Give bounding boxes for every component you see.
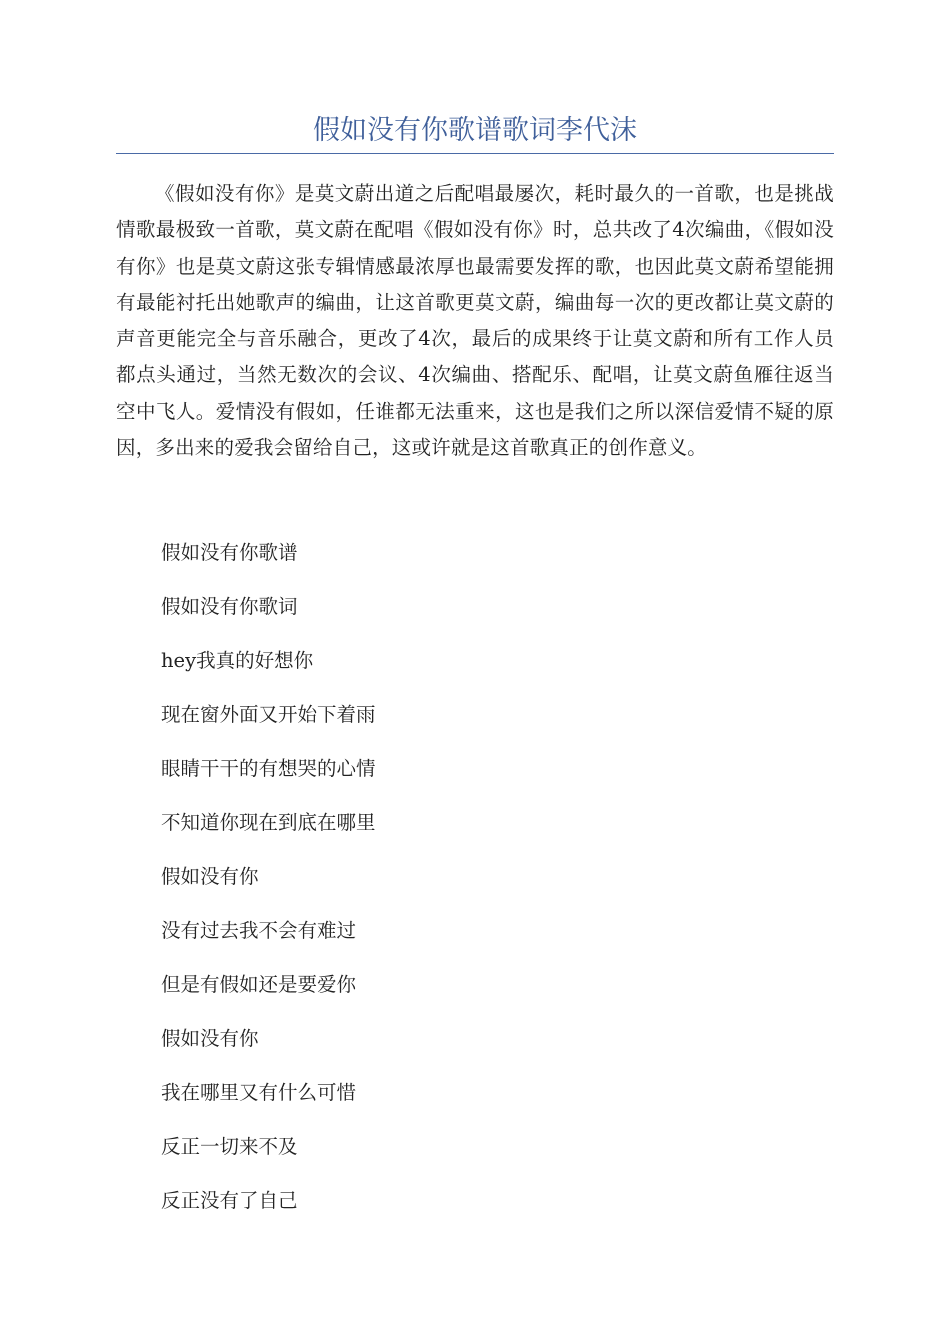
lyric-line: 反正没有了自己 — [161, 1189, 298, 1212]
lyric-line: 不知道你现在到底在哪里 — [161, 811, 376, 834]
lyric-line: 我在哪里又有什么可惜 — [161, 1081, 357, 1104]
lyric-line: 没有过去我不会有难过 — [161, 919, 357, 942]
intro-paragraph: 《假如没有你》是莫文蔚出道之后配唱最屡次，耗时最久的一首歌，也是挑战情歌最极致一首歌，莫文蔚在配唱《假如没有你》时，总共改了4次编曲，《假如没有你》也是莫文蔚这张专辑情感最浓厚也最需要发挥的歌，也因此莫文蔚希望能拥有最能衬托出她歌声的编曲，让这首歌更莫文蔚，编曲每一次的更改都让莫文蔚的声音更能完全与音乐融合，更改了4次，最后的成果终于让莫文蔚和所有工作人员都点头通过，当然无数次的会议、4次编曲、搭配乐、配唱，让莫文蔚鱼雁往返当空中飞人。爱情没有假如，任谁都无法重来，这也是我们之所以深信爱情不疑的原因，多出来的爱我会留给自己，这或许就是这首歌真正的创作意义。 — [116, 182, 834, 460]
lyric-line: 反正一切来不及 — [161, 1135, 298, 1158]
lyric-line: hey我真的好想你 — [161, 649, 314, 672]
lyric-line: 现在窗外面又开始下着雨 — [161, 703, 376, 726]
lyric-line: 但是有假如还是要爱你 — [161, 973, 357, 996]
document-title: 假如没有你歌谱歌词李代沫 — [313, 115, 637, 146]
title-underline — [116, 153, 834, 154]
lyric-line: 假如没有你歌词 — [161, 595, 298, 618]
lyric-line: 假如没有你 — [161, 865, 259, 888]
lyric-line: 假如没有你 — [161, 1027, 259, 1050]
lyric-line: 眼睛干干的有想哭的心情 — [161, 757, 376, 780]
lyrics-list — [161, 537, 811, 1239]
lyric-line: 假如没有你歌谱 — [161, 541, 298, 564]
